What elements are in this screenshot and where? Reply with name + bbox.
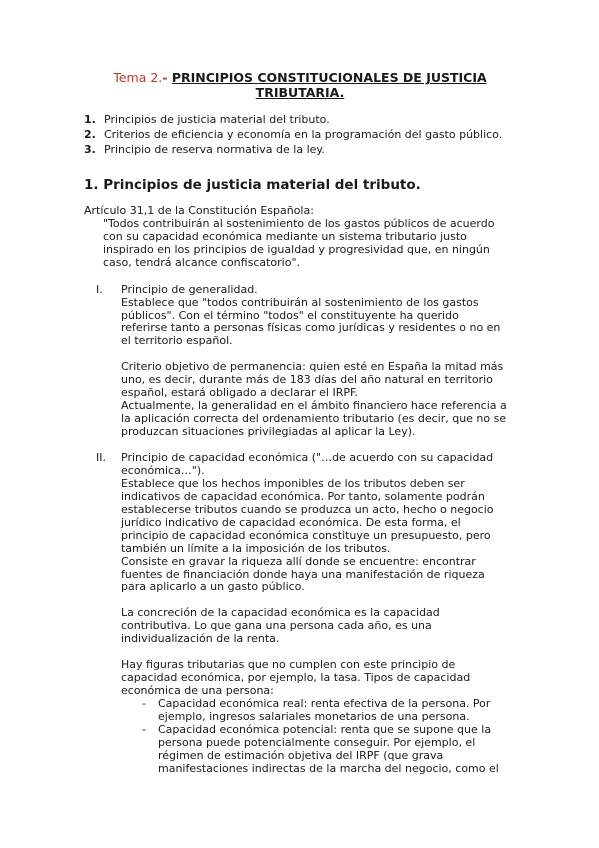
paragraph-line: Consiste en gravar la riqueza allí donde se encuentre: encontrar <box>121 555 476 568</box>
paragraph-line: el territorio español. <box>121 334 233 347</box>
paragraph-line: también un límite a la imposición de los tributos. <box>121 542 391 555</box>
paragraph-line: Actualmente, la generalidad en el ámbito financiero hace referencia a <box>121 399 507 412</box>
bullet-marker: - <box>142 723 146 736</box>
item-numeral: II. <box>96 451 106 464</box>
paragraph-line: uno, es decir, durante más de 183 días del año natural en territorio <box>121 373 493 386</box>
bullet-line: manifestaciones indirectas de la marcha del negocio, como el <box>158 762 499 775</box>
toc-text: Principios de justicia material del tributo. <box>104 113 330 126</box>
paragraph-line: produzcan situaciones privilegiadas al aplicar la Ley). <box>121 425 416 438</box>
paragraph-line: fuentes de financiación donde haya una manifestación de riqueza <box>121 568 485 581</box>
title-tema: Tema 2. <box>113 70 163 85</box>
quote-line: con su capacidad económica mediante un sistema tributario justo <box>103 230 467 243</box>
toc-text: Principio de reserva normativa de la ley. <box>104 143 325 156</box>
paragraph-line: capacidad económica, por ejemplo, la tasa. Tipos de capacidad <box>121 671 471 684</box>
toc-text: Criterios de eficiencia y economía en la programación del gasto público. <box>104 128 503 141</box>
document-title <box>60 70 540 100</box>
paragraph-line: públicos". Con el término "todos" el constituyente ha querido <box>121 309 459 322</box>
paragraph-line: Establece que "todos contribuirán al sostenimiento de los gastos <box>121 296 479 309</box>
toc-item <box>84 127 502 142</box>
toc-number: 1. <box>84 113 96 126</box>
paragraph-line: Criterio objetivo de permanencia: quien esté en España la mitad más <box>121 360 504 373</box>
quote-line: caso, tendrá alcance confiscatorio". <box>103 256 301 269</box>
toc-item <box>84 142 502 157</box>
toc-number: 3. <box>84 143 96 156</box>
toc-number: 2. <box>84 128 96 141</box>
paragraph-line: Hay figuras tributarias que no cumplen con este principio de <box>121 658 456 671</box>
bullet-line: persona puede potencialmente conseguir. Por ejemplo, el <box>158 736 476 749</box>
title-main-line2: TRIBUTARIA. <box>255 85 345 100</box>
quote-line: inspirado en los principios de igualdad y progresividad que, en ningún <box>103 243 490 256</box>
table-of-contents <box>84 112 502 157</box>
paragraph-line: español, estará obligado a declarar el IRPF. <box>121 386 359 399</box>
item-numeral: I. <box>96 283 103 296</box>
paragraph-line: principio de capacidad económica constituye un presupuesto, pero <box>121 529 491 542</box>
paragraph-line: establecerse tributos cuando se produzca un acto, hecho o negocio <box>121 503 494 516</box>
paragraph-line: individualización de la renta. <box>121 632 280 645</box>
toc-item <box>84 112 502 127</box>
title-main-line1: PRINCIPIOS CONSTITUCIONALES DE JUSTICIA <box>171 70 487 85</box>
bullet-marker: - <box>142 697 146 710</box>
bullet-line: Capacidad económica potencial: renta que se supone que la <box>158 723 492 736</box>
paragraph-line: La concreción de la capacidad económica es la capacidad <box>121 606 440 619</box>
paragraph-line: económica de una persona: <box>121 684 274 697</box>
paragraph-line: jurídico indicativo de capacidad económica. De esta forma, el <box>121 516 461 529</box>
bullet-line: ejemplo, ingresos salariales monetarios de una persona. <box>158 710 470 723</box>
title-separator: - <box>162 70 168 85</box>
section-heading: 1. Principios de justicia material del tributo. <box>84 177 421 193</box>
paragraph-line: la aplicación correcta del ordenamiento tributario (es decir, que no se <box>121 412 507 425</box>
paragraph-line: referirse tanto a personas físicas como jurídicas y residentes o no en <box>121 321 501 334</box>
bullet-line: régimen de estimación objetiva del IRPF (que grava <box>158 749 444 762</box>
paragraph-line: indicativos de capacidad económica. Por tanto, solamente podrán <box>121 490 485 503</box>
article-reference: Artículo 31,1 de la Constitución Española: <box>84 204 314 217</box>
paragraph-line: contributiva. Lo que gana una persona cada año, es una <box>121 619 432 632</box>
quote-line: "Todos contribuirán al sostenimiento de los gastos públicos de acuerdo <box>103 217 495 230</box>
bullet-line: Capacidad económica real: renta efectiva de la persona. Por <box>158 697 491 710</box>
paragraph-line: para aplicarlo a un gasto público. <box>121 580 305 593</box>
item-title: económica…"). <box>121 464 205 477</box>
item-title: Principio de capacidad económica ("…de acuerdo con su capacidad <box>121 451 494 464</box>
paragraph-line: Establece que los hechos imponibles de los tributos deben ser <box>121 477 465 490</box>
item-title: Principio de generalidad. <box>121 283 258 296</box>
